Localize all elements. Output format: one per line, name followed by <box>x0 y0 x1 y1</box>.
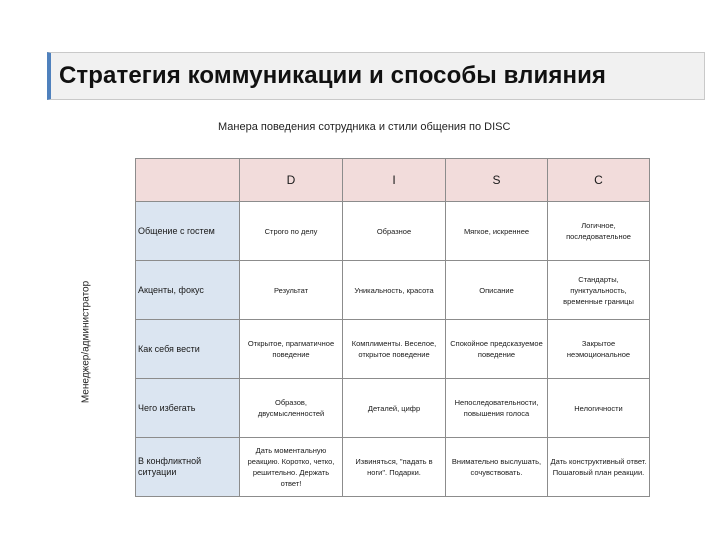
table-subtitle: Манера поведения сотрудника и стили общения по DISC <box>218 121 511 133</box>
row-label: Как себя вести <box>136 320 240 379</box>
table-cell: Образное <box>343 202 446 261</box>
side-axis-label: Менеджер/администратор <box>80 280 92 404</box>
table-row <box>136 379 650 438</box>
title-banner <box>47 52 705 100</box>
table-cell: Строго по делу <box>240 202 343 261</box>
table-cell: Мягкое, искреннее <box>446 202 548 261</box>
table-cell: Дать конструктивный ответ. Пошаговый план реакции. <box>548 438 650 497</box>
row-label: Общение с гостем <box>136 202 240 261</box>
header-corner-cell <box>136 159 240 202</box>
table-cell: Внимательно выслушать, сочувствовать. <box>446 438 548 497</box>
table-cell: Нелогичности <box>548 379 650 438</box>
table-cell: Непоследовательности, повышения голоса <box>446 379 548 438</box>
table-row <box>136 261 650 320</box>
disc-table <box>135 158 650 497</box>
header-cell-s: S <box>446 159 548 202</box>
table-cell: Уникальность, красота <box>343 261 446 320</box>
table-cell: Дать моментальную реакцию. Коротко, четко, решительно. Держать ответ! <box>240 438 343 497</box>
header-cell-i: I <box>343 159 446 202</box>
table-cell: Логичное, последовательное <box>548 202 650 261</box>
header-cell-c: C <box>548 159 650 202</box>
table-row <box>136 320 650 379</box>
table-cell: Извиняться, "падать в ноги". Подарки. <box>343 438 446 497</box>
row-label: Акценты, фокус <box>136 261 240 320</box>
table-cell: Стандарты, пунктуальность, временные границы <box>548 261 650 320</box>
table-cell: Деталей, цифр <box>343 379 446 438</box>
table-cell: Образов, двусмысленностей <box>240 379 343 438</box>
row-label: В конфликтной ситуации <box>136 438 240 497</box>
table-header-row <box>136 159 650 202</box>
header-cell-d: D <box>240 159 343 202</box>
table-cell: Закрытое неэмоциональное <box>548 320 650 379</box>
table-cell: Комплименты. Веселое, открытое поведение <box>343 320 446 379</box>
table-cell: Открытое, прагматичное поведение <box>240 320 343 379</box>
page-title: Стратегия коммуникации и способы влияния <box>59 62 607 89</box>
table-row <box>136 438 650 497</box>
row-label: Чего избегать <box>136 379 240 438</box>
table-cell: Результат <box>240 261 343 320</box>
table-cell: Описание <box>446 261 548 320</box>
table-row <box>136 202 650 261</box>
table-cell: Спокойное предсказуемое поведение <box>446 320 548 379</box>
